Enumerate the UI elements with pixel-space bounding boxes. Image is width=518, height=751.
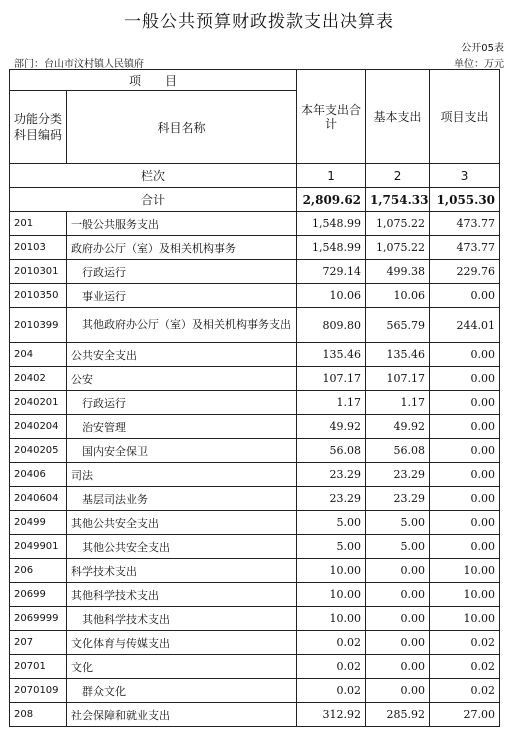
row-code: 2010350 <box>10 284 67 308</box>
table-row <box>10 655 500 679</box>
row-code: 2049901 <box>10 535 67 559</box>
row-basic: 499.38 <box>366 260 430 284</box>
row-basic: 0.00 <box>366 631 430 655</box>
form-number: 公开05表 <box>461 43 504 54</box>
row-name: 其他公共安全支出 <box>67 511 297 535</box>
row-total: 10.06 <box>297 284 366 308</box>
row-total: 107.17 <box>297 367 366 391</box>
row-project: 0.00 <box>430 487 500 511</box>
row-basic: 10.06 <box>366 284 430 308</box>
row-project: 0.02 <box>430 679 500 703</box>
row-basic: 0.00 <box>366 655 430 679</box>
row-name: 文化 <box>67 655 297 679</box>
table-row <box>10 391 500 415</box>
row-code: 20103 <box>10 236 67 260</box>
row-total: 0.02 <box>297 679 366 703</box>
row-code: 2010399 <box>10 308 67 343</box>
unit-label: 单位：万元 <box>454 59 504 70</box>
lanci-row <box>10 164 500 188</box>
header-name: 科目名称 <box>67 91 297 164</box>
header-total-expenditure: 本年支出合计 <box>297 70 366 164</box>
header-row-item <box>10 70 500 91</box>
row-total: 10.00 <box>297 583 366 607</box>
row-project: 0.00 <box>430 284 500 308</box>
row-name: 其他政府办公厅（室）及相关机构事务支出 <box>67 308 297 343</box>
page-title: 一般公共预算财政拨款支出决算表 <box>124 12 394 32</box>
row-code: 20406 <box>10 463 67 487</box>
row-code: 206 <box>10 559 67 583</box>
table-row <box>10 343 500 367</box>
row-basic: 5.00 <box>366 511 430 535</box>
table-row <box>10 703 500 727</box>
table-row <box>10 679 500 703</box>
row-basic: 1,075.22 <box>366 236 430 260</box>
row-code: 2070109 <box>10 679 67 703</box>
row-total: 312.92 <box>297 703 366 727</box>
row-basic: 0.00 <box>366 679 430 703</box>
row-project: 0.00 <box>430 511 500 535</box>
row-code: 2069999 <box>10 607 67 631</box>
row-name: 其他科学技术支出 <box>67 583 297 607</box>
row-name: 社会保障和就业支出 <box>67 703 297 727</box>
table-row <box>10 415 500 439</box>
total-c2: 1,754.33 <box>366 188 430 212</box>
row-name: 群众文化 <box>67 679 297 703</box>
row-name: 政府办公厅（室）及相关机构事务 <box>67 236 297 260</box>
row-name: 公安 <box>67 367 297 391</box>
row-basic: 1.17 <box>366 391 430 415</box>
row-total: 729.14 <box>297 260 366 284</box>
row-code: 204 <box>10 343 67 367</box>
row-name: 国内安全保卫 <box>67 439 297 463</box>
row-code: 207 <box>10 631 67 655</box>
row-total: 56.08 <box>297 439 366 463</box>
total-c1: 2,809.62 <box>297 188 366 212</box>
row-project: 229.76 <box>430 260 500 284</box>
row-basic: 49.92 <box>366 415 430 439</box>
department-label: 部门：台山市汶村镇人民镇府 <box>14 59 144 70</box>
row-code: 20499 <box>10 511 67 535</box>
row-project: 0.00 <box>430 415 500 439</box>
row-basic: 285.92 <box>366 703 430 727</box>
row-code: 201 <box>10 212 67 236</box>
table-row <box>10 559 500 583</box>
row-basic: 0.00 <box>366 583 430 607</box>
row-total: 1,548.99 <box>297 212 366 236</box>
row-project: 0.02 <box>430 655 500 679</box>
header-item: 项 目 <box>10 70 297 91</box>
row-name: 司法 <box>67 463 297 487</box>
row-code: 2040204 <box>10 415 67 439</box>
lanci-3: 3 <box>430 164 500 188</box>
row-project: 0.00 <box>430 463 500 487</box>
lanci-2: 2 <box>366 164 430 188</box>
row-total: 10.00 <box>297 559 366 583</box>
lanci-label: 栏次 <box>10 164 297 188</box>
row-code: 20402 <box>10 367 67 391</box>
row-name: 其他公共安全支出 <box>67 535 297 559</box>
table-row <box>10 463 500 487</box>
row-code: 208 <box>10 703 67 727</box>
row-total: 135.46 <box>297 343 366 367</box>
row-project: 244.01 <box>430 308 500 343</box>
row-name: 其他科学技术支出 <box>67 607 297 631</box>
row-name: 行政运行 <box>67 391 297 415</box>
table-row <box>10 236 500 260</box>
row-basic: 23.29 <box>366 463 430 487</box>
row-code: 2010301 <box>10 260 67 284</box>
row-total: 49.92 <box>297 415 366 439</box>
table-body <box>10 70 500 727</box>
header-project-expenditure: 项目支出 <box>430 70 500 164</box>
row-total: 23.29 <box>297 487 366 511</box>
row-project: 473.77 <box>430 236 500 260</box>
row-total: 809.80 <box>297 308 366 343</box>
row-total: 10.00 <box>297 607 366 631</box>
table-row <box>10 308 500 343</box>
table-row <box>10 535 500 559</box>
row-project: 10.00 <box>430 607 500 631</box>
row-project: 10.00 <box>430 583 500 607</box>
row-name: 科学技术支出 <box>67 559 297 583</box>
row-total: 0.02 <box>297 631 366 655</box>
row-project: 0.00 <box>430 535 500 559</box>
row-basic: 107.17 <box>366 367 430 391</box>
row-name: 治安管理 <box>67 415 297 439</box>
table-row <box>10 583 500 607</box>
row-basic: 23.29 <box>366 487 430 511</box>
table-row <box>10 367 500 391</box>
total-row <box>10 188 500 212</box>
header-basic-expenditure: 基本支出 <box>366 70 430 164</box>
row-project: 0.00 <box>430 343 500 367</box>
row-code: 2040205 <box>10 439 67 463</box>
row-name: 文化体育与传媒支出 <box>67 631 297 655</box>
row-basic: 0.00 <box>366 559 430 583</box>
total-c3: 1,055.30 <box>430 188 500 212</box>
row-project: 0.00 <box>430 439 500 463</box>
row-total: 23.29 <box>297 463 366 487</box>
expenditure-table-container <box>9 69 499 727</box>
row-code: 20699 <box>10 583 67 607</box>
row-code: 20701 <box>10 655 67 679</box>
expenditure-table <box>9 69 500 727</box>
row-total: 1,548.99 <box>297 236 366 260</box>
row-basic: 0.00 <box>366 607 430 631</box>
row-project: 10.00 <box>430 559 500 583</box>
row-name: 行政运行 <box>67 260 297 284</box>
row-total: 1.17 <box>297 391 366 415</box>
row-project: 0.02 <box>430 631 500 655</box>
row-project: 0.00 <box>430 367 500 391</box>
table-row <box>10 260 500 284</box>
row-basic: 565.79 <box>366 308 430 343</box>
row-code: 2040201 <box>10 391 67 415</box>
row-basic: 5.00 <box>366 535 430 559</box>
table-row <box>10 212 500 236</box>
row-code: 2040604 <box>10 487 67 511</box>
total-label: 合计 <box>10 188 297 212</box>
lanci-1: 1 <box>297 164 366 188</box>
row-basic: 56.08 <box>366 439 430 463</box>
row-basic: 1,075.22 <box>366 212 430 236</box>
row-total: 0.02 <box>297 655 366 679</box>
row-project: 473.77 <box>430 212 500 236</box>
table-row <box>10 631 500 655</box>
table-row <box>10 487 500 511</box>
row-total: 5.00 <box>297 535 366 559</box>
row-project: 0.00 <box>430 391 500 415</box>
table-row <box>10 284 500 308</box>
row-name: 公共安全支出 <box>67 343 297 367</box>
row-basic: 135.46 <box>366 343 430 367</box>
row-name: 一般公共服务支出 <box>67 212 297 236</box>
table-row <box>10 511 500 535</box>
header-code: 功能分类科目编码 <box>10 91 67 164</box>
row-project: 27.00 <box>430 703 500 727</box>
table-row <box>10 607 500 631</box>
row-name: 事业运行 <box>67 284 297 308</box>
row-total: 5.00 <box>297 511 366 535</box>
row-name: 基层司法业务 <box>67 487 297 511</box>
table-row <box>10 439 500 463</box>
